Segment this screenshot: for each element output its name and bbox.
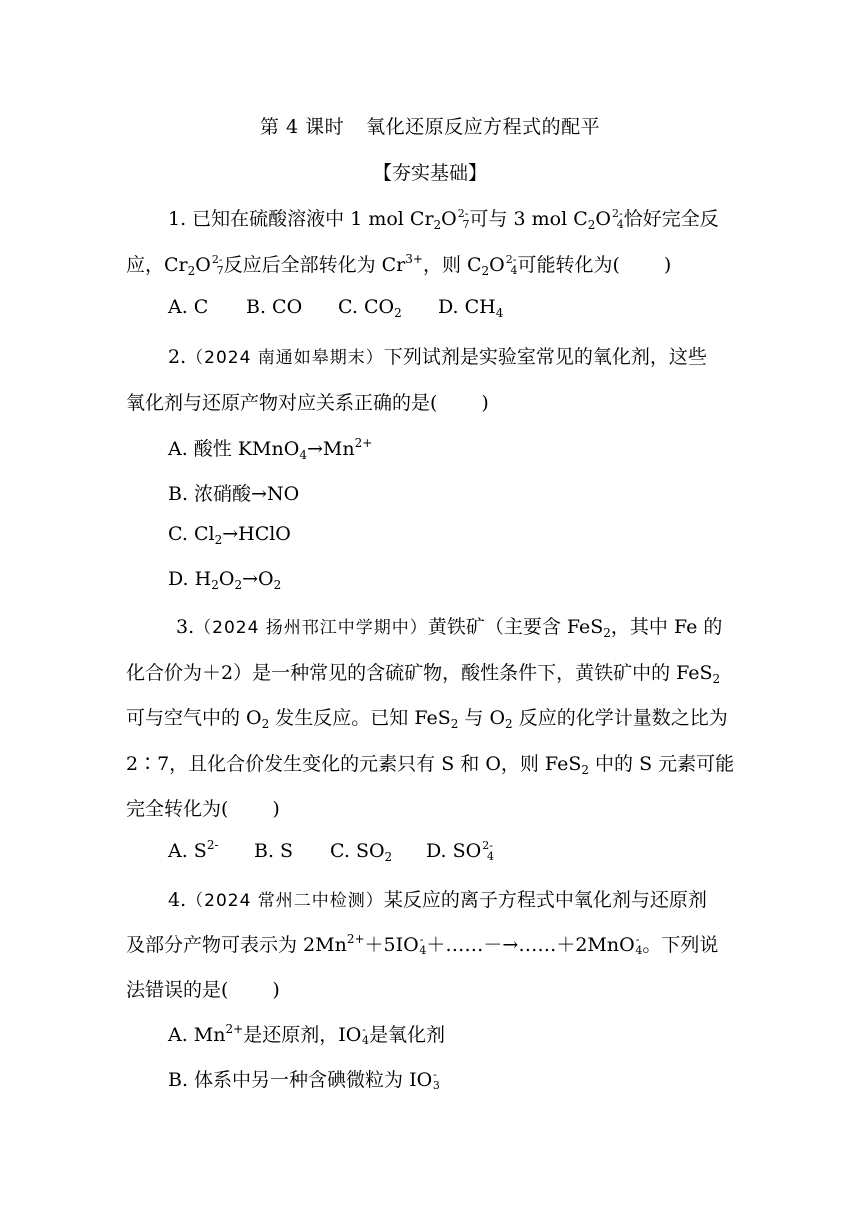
q3-options (168, 840, 494, 862)
q2-line-1: 2.（2024 南通如皋期末）下列试剂是实验室常见的氧化剂，这些 (168, 346, 707, 368)
lesson-number: 第 4 课时 (259, 116, 345, 138)
q4-line-1: 4.（2024 常州二中检测）某反应的离子方程式中氧化剂与还原剂 (168, 889, 707, 911)
q1-options (168, 296, 503, 318)
q2-option-c[interactable]: C. $Cl_2\to HClO$ (168, 523, 291, 547)
q2-line-2: 氧化剂与还原产物对应关系正确的是( ) (126, 392, 489, 414)
q1-option-d[interactable]: D. $CH_4$ (438, 296, 504, 320)
q2-source: （2024 南通如皋期末） (186, 348, 384, 368)
q3-line-2: 化合价为＋2）是一种常见的含硫矿物，酸性条件下，黄铁矿中的 FeS$_2$ (126, 662, 721, 686)
q3-option-b[interactable]: B. S (254, 840, 294, 862)
q2-option-b[interactable]: B. 浓硝酸→NO (168, 483, 300, 505)
q3-line-1: 3.（2024 扬州邗江中学期中）黄铁矿（主要含 FeS$_2$，其中 Fe 的 (176, 616, 723, 640)
q4-line-3: 法错误的是( ) (126, 979, 280, 1001)
q4-option-b[interactable]: B. 体系中另一种含碘微粒为 IO-3 (168, 1068, 440, 1092)
q2-option-d[interactable]: D. $H_2O_2\to O_2$ (168, 568, 282, 592)
q2-option-a[interactable]: A. 酸性 $KMnO_4\to Mn^{2+}$ (168, 436, 373, 462)
q3-line-3: 可与空气中的 $O_2$ 发生反应。已知 FeS$_2$ 与 $O_2$ 反应的化学计量数之比为 (126, 707, 728, 731)
q1-line-1: 1. 已知在硫酸溶液中 1 mol $Cr_2O^{2-}7$可与 3 mol $C_2O^{2-}4$恰好完全反 (168, 207, 719, 232)
q3-source: （2024 扬州邗江中学期中） (194, 618, 428, 638)
q4-option-a[interactable]: A. $Mn^{2+}$是还原剂，IO-4是氧化剂 (168, 1022, 446, 1047)
q3-line-5: 完全转化为( ) (126, 798, 280, 820)
q3-option-a[interactable]: A. $S^{2-}$ (168, 838, 219, 862)
lesson-topic: 氧化还原反应方程式的配平 (366, 116, 601, 138)
q1-option-b[interactable]: B. CO (246, 296, 303, 318)
q3-line-4: 2∶7，且化合价发生变化的元素只有 S 和 O，则 FeS$_2$ 中的 S 元素可能 (126, 753, 735, 777)
q3-option-c[interactable]: C. $SO_2$ (330, 840, 393, 864)
q1-line-2: 应，$Cr_2O^{2-}7$反应后全部转化为 $Cr^{3+}$，则 $C_2O^{2-}4$可能转化为( ) (126, 252, 672, 278)
page-title (0, 112, 860, 139)
q1-option-a[interactable]: A. C (168, 296, 209, 318)
q1-option-c[interactable]: C. $CO_2$ (338, 296, 402, 320)
section-heading: 【夯实基础】 (372, 162, 487, 184)
q3-option-d[interactable]: D. SO2-4 (426, 839, 494, 863)
q4-source: （2024 常州二中检测） (186, 891, 384, 911)
q4-line-2: 及部分产物可表示为 $2Mn^{2+}+5IO^-4+\dots\dots-\to\dots\dots+2MnO^-4$。下列说 (126, 932, 719, 957)
